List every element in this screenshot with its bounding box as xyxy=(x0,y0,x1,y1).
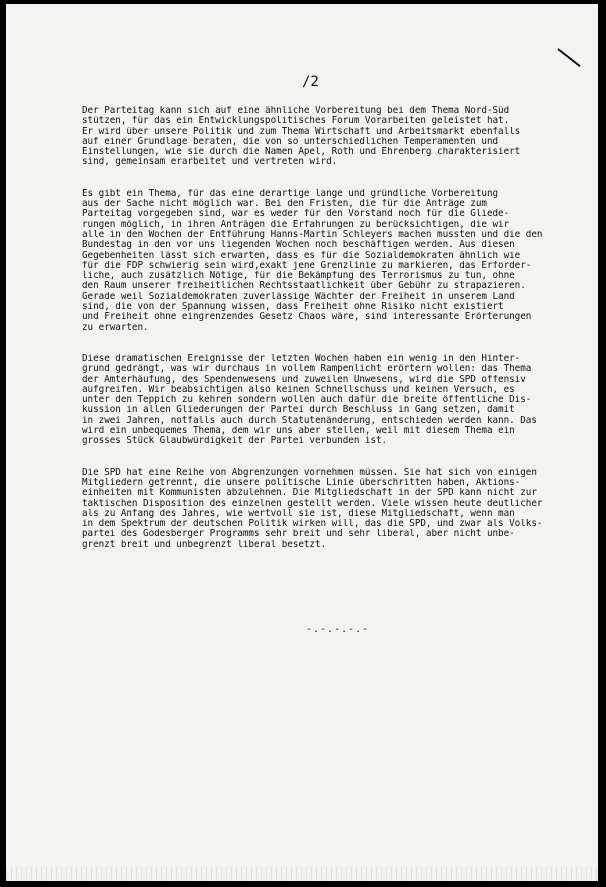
text-line: Gegebenheiten lässt sich erwarten, dass es für die Sozialdemokraten ähnlich wie xyxy=(82,250,521,261)
document-page xyxy=(6,4,598,881)
text-line: für die FDP schwierig sein wird,exakt jene Grenzlinie zu markieren, das Erforder- xyxy=(82,260,532,271)
page-number: /2 xyxy=(302,74,319,90)
paragraph-2 xyxy=(82,189,562,333)
text-line: Der Parteitag kann sich auf eine ähnliche Vorbereitung bei dem Thema Nord-Süd xyxy=(82,106,510,116)
text-line: alle in den Wochen der Entführung Hanns-Martin Schleyers machen mussten und die den xyxy=(82,229,543,240)
text-line: Er wird über unsere Politik und zum Thema Wirtschaft und Arbeitsmarkt ebenfalls xyxy=(82,126,521,137)
text-line: auf einer Grundlage beraten, die von so unterschiedlichen Temperamenten und xyxy=(82,136,499,147)
paragraph-1 xyxy=(82,106,562,168)
text-line: kussion in allen Gliederungen der Partei durch Beschluss in Gang setzen, damit xyxy=(82,405,515,416)
text-line: in dem Spektrum der deutschen Politik wirken will, das die SPD, und zwar als Volks- xyxy=(82,519,543,530)
text-line: in zwei Jahren, notfalls auch durch Statutenänderung, entschieden werden kann. Das xyxy=(82,415,537,426)
text-line: Es gibt ein Thema, für das eine derartige lange und gründliche Vorbereitung xyxy=(82,188,499,199)
text-line: Einstellungen, wie sie durch die Namen Apel, Roth und Ehrenberg charakterisiert xyxy=(82,147,521,158)
text-line: grenzt breit und unbegrenzt liberal besetzt. xyxy=(82,539,327,550)
text-line: Die SPD hat eine Reihe von Abgrenzungen vornehmen müssen. Sie hat sich von einigen xyxy=(82,467,537,478)
closing-separator: -.-.-.-.- xyxy=(306,624,370,635)
text-line: aus der Sache nicht möglich war. Bei den Fristen, die für die Anträge zum xyxy=(82,199,487,210)
text-line: stützen, für das ein Entwicklungspolitisches Forum Vorarbeiten geleistet hat. xyxy=(82,116,510,127)
text-line: wird ein unbequemes Thema, dem wir uns aber stellen, weil mit diesem Thema ein xyxy=(82,426,515,437)
text-line: sind, gemeinsam erarbeitet und vertreten wird. xyxy=(82,157,338,168)
text-line: grund gedrängt, was wir durchaus in vollem Rampenlicht erörtern wollen: das Thema xyxy=(82,364,532,375)
text-line: als zu Anfang des Jahres, wie wertvoll sie ist, diese Mitgliedschaft, wenn man xyxy=(82,508,515,519)
paragraph-3 xyxy=(82,354,562,447)
text-line: sind, die von der Spannung wissen, dass Freiheit ohne Risiko nicht existiert xyxy=(82,302,504,313)
paragraph-4 xyxy=(82,468,562,550)
text-line: und Freiheit ohne eingrenzendes Gesetz Chaos wäre, sind interessante Erörterungen xyxy=(82,312,532,323)
text-line: Bundestag in den vor uns liegenden Wochen noch beschäftigen werden. Aus diesen xyxy=(82,240,515,251)
text-line: der Ämterhäufung, des Spendenwesens und zuweilen Unwesens, wird die SPD offensiv xyxy=(82,374,526,385)
text-line: taktischen Disposition des einzelnen gestellt werden. Viele wissen heute deutlicher xyxy=(82,498,543,509)
text-line: partei des Godesberger Programms sehr breit und sehr liberal, aber nicht unbe- xyxy=(82,529,515,540)
text-line: liche, auch zusätzlich Nötige, für die Bekämpfung des Terrorismus zu tun, ohne xyxy=(82,271,515,282)
text-line: einheiten mit Kommunisten abzulehnen. Die Mitgliedschaft in der SPD kann nicht zur xyxy=(82,488,537,499)
corner-pen-mark xyxy=(557,48,580,67)
text-line: rungen möglich, in ihren Anträgen die Erfahrungen zu berücksichtigen, die wir xyxy=(82,219,510,230)
text-line: Parteitag vorgegeben sind, war es weder für den Vorstand noch für die Gliede- xyxy=(82,209,510,220)
text-line: Diese dramatischen Ereignisse der letzten Wochen haben ein wenig in den Hinter- xyxy=(82,353,521,364)
text-line: aufgreifen. Wir beabsichtigen also keinen Schnellschuss und keinen Versuch, es xyxy=(82,384,515,395)
text-line: Gerade weil Sozialdemokraten zuverlässige Wächter der Freiheit in unserem Land xyxy=(82,291,515,302)
text-line: Mitgliedern getrennt, die unsere politische Linie überschritten haben, Aktions- xyxy=(82,477,521,488)
text-line: zu erwarten. xyxy=(82,322,149,333)
text-line: grosses Stück Glaubwürdigkeit der Partei verbunden ist. xyxy=(82,436,388,447)
text-line: den Raum unserer freiheitlichen Rechtsstaatlichkeit über Gebühr zu strapazieren. xyxy=(82,281,526,292)
scan-noise-band xyxy=(6,867,598,881)
document-body xyxy=(82,106,562,571)
text-line: unter den Teppich zu kehren sondern wollen auch dafür die breite öffentliche Dis- xyxy=(82,395,532,406)
